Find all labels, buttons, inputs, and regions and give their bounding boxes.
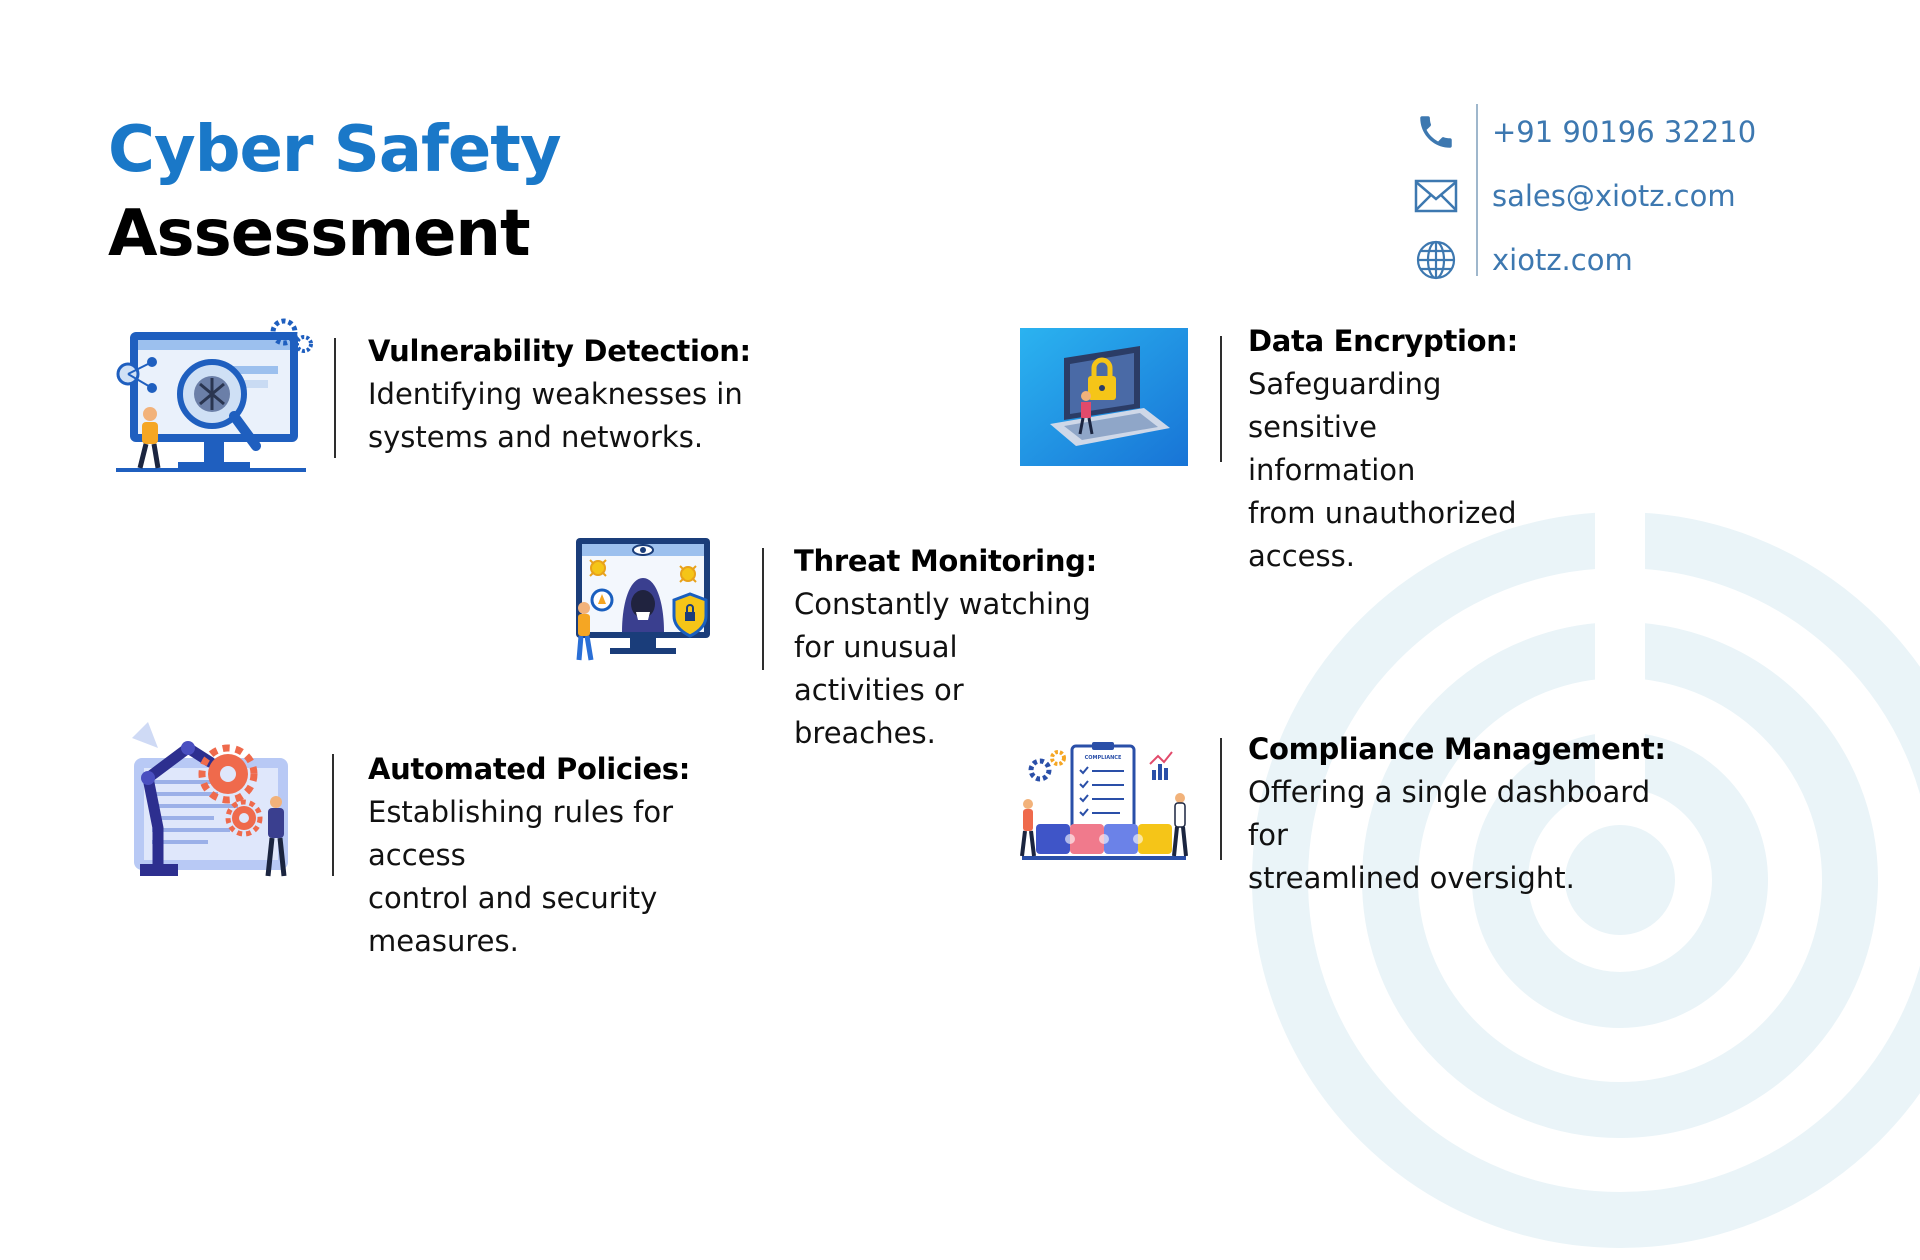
feature-divider xyxy=(1220,336,1222,462)
feature-title: Compliance Management: xyxy=(1248,732,1666,766)
contact-block xyxy=(1412,100,1757,292)
threat-monitor-illustration xyxy=(566,534,720,674)
feature-title: Automated Policies: xyxy=(368,752,691,786)
phone-icon xyxy=(1412,108,1460,156)
contact-website-row[interactable] xyxy=(1412,228,1633,292)
feature-divider xyxy=(332,754,334,876)
feature-description: Identifying weaknesses in systems and networks. xyxy=(368,377,743,454)
feature-title: Threat Monitoring: xyxy=(794,544,1097,578)
feature-description: Safeguarding sensitive information from unauthorized access. xyxy=(1248,367,1517,573)
globe-icon xyxy=(1412,236,1460,284)
contact-email-row[interactable] xyxy=(1412,164,1736,228)
feature-description: Constantly watching for unusual activities or breaches. xyxy=(794,587,1091,750)
envelope-icon xyxy=(1412,172,1460,220)
contact-website[interactable]: xiotz.com xyxy=(1492,243,1633,277)
svg-text:COMPLIANCE: COMPLIANCE xyxy=(1084,755,1122,761)
feature-divider xyxy=(762,548,764,670)
robotic-arm-gears-illustration xyxy=(118,718,298,882)
feature-divider xyxy=(334,338,336,458)
feature-title: Vulnerability Detection: xyxy=(368,334,751,368)
feature-divider xyxy=(1220,738,1222,860)
vulnerability-scan-illustration xyxy=(108,318,318,478)
contact-email[interactable]: sales@xiotz.com xyxy=(1492,179,1736,213)
compliance-puzzle-illustration xyxy=(1012,742,1194,862)
contact-divider xyxy=(1476,104,1478,276)
contact-phone-row[interactable] xyxy=(1412,100,1757,164)
title-line-2: Assessment xyxy=(108,197,530,271)
title-block xyxy=(108,108,561,276)
feature-description: Offering a single dashboard for streamlined oversight. xyxy=(1248,775,1651,895)
feature-title: Data Encryption: xyxy=(1248,324,1518,358)
encrypted-laptop-illustration xyxy=(1020,328,1188,466)
feature-description: Establishing rules for access control and security measures. xyxy=(368,795,674,958)
title-line-1: Cyber Safety xyxy=(108,113,561,187)
contact-phone[interactable]: +91 90196 32210 xyxy=(1492,115,1757,149)
